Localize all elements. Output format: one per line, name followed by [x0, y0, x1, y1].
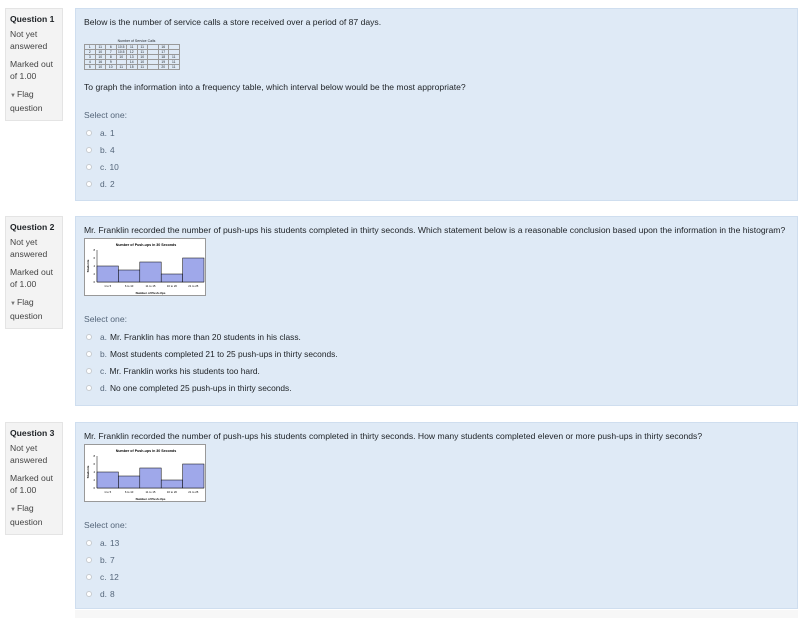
- answer-options: [84, 328, 789, 396]
- table-cell: [148, 65, 159, 70]
- histogram-bar: [161, 480, 182, 488]
- table-cell: 20: [158, 65, 169, 70]
- x-tick-label: 16 to 20: [166, 284, 177, 288]
- y-tick-label: 0: [93, 486, 95, 490]
- chart-title: Number of Push-ups in 30 Seconds: [115, 243, 177, 247]
- flag-icon: ▼: [10, 301, 16, 307]
- radio-button[interactable]: [86, 540, 92, 546]
- table-cell: 10: [95, 65, 106, 70]
- table-row: [85, 65, 180, 70]
- option-c[interactable]: c. 12: [84, 568, 789, 585]
- histogram-bar: [118, 270, 139, 282]
- table-cell: 10: [137, 55, 148, 60]
- x-tick-label: 1 to 5: [104, 284, 112, 288]
- question-grade: Marked out of 1.00: [10, 267, 53, 289]
- radio-button[interactable]: [86, 147, 92, 153]
- table-cell: 5: [85, 65, 96, 70]
- histogram-bar: [140, 262, 161, 282]
- question-grade: Marked out of 1.00: [10, 59, 53, 81]
- service-calls-table: [84, 39, 789, 70]
- question-state: Not yet answered: [10, 443, 48, 465]
- table-row: [85, 60, 180, 65]
- question-number: Question 2: [10, 222, 55, 232]
- flag-label: Flag question: [10, 503, 43, 527]
- table-cell: 14: [127, 60, 138, 65]
- x-axis-label: Number of Push-Ups: [135, 291, 166, 295]
- histogram-bar: [183, 464, 204, 488]
- question-state: Not yet answered: [10, 29, 48, 51]
- x-axis-label: Number of Push-Ups: [135, 497, 166, 501]
- table-cell: 10: [106, 65, 117, 70]
- x-tick-label: 11 to 15: [145, 284, 156, 288]
- table-cell: 10.5: [116, 50, 127, 55]
- radio-button[interactable]: [86, 334, 92, 340]
- radio-button[interactable]: [86, 368, 92, 374]
- table-cell: 10.5: [116, 45, 127, 50]
- question-text-2: To graph the information into a frequency table, which interval below would be the most appropriate?: [84, 82, 466, 92]
- question-number: Question 3: [10, 428, 55, 438]
- answer-options: [84, 534, 789, 602]
- option-c[interactable]: c. 10: [84, 158, 789, 175]
- page-bottom-edge: [75, 610, 798, 618]
- flag-icon: ▼: [10, 507, 16, 513]
- x-tick-label: 21 to 25: [188, 490, 199, 494]
- table-cell: 3: [85, 55, 96, 60]
- table-cell: 2: [85, 50, 96, 55]
- y-axis-label: Students: [86, 259, 90, 273]
- table-cell: 16: [95, 60, 106, 65]
- option-b[interactable]: b. 4: [84, 141, 789, 158]
- table-cell: 16: [158, 45, 169, 50]
- table-row: [85, 55, 180, 60]
- table-cell: 11: [137, 50, 148, 55]
- table-cell: 19: [158, 60, 169, 65]
- histogram-chart: [85, 239, 207, 297]
- table-cell: 10: [137, 60, 148, 65]
- option-b[interactable]: b. 7: [84, 551, 789, 568]
- histogram-bar: [97, 266, 118, 282]
- radio-button[interactable]: [86, 181, 92, 187]
- y-axis-label: Students: [86, 465, 90, 479]
- histogram-bar: [118, 476, 139, 488]
- histogram-figure: [84, 444, 206, 502]
- y-tick-label: 2: [93, 478, 95, 482]
- table-cell: 10: [95, 55, 106, 60]
- table-cell: 18: [158, 55, 169, 60]
- y-tick-label: 0: [93, 280, 95, 284]
- option-d[interactable]: d. 8: [84, 585, 789, 602]
- histogram-bar: [161, 274, 182, 282]
- table-cell: 11: [169, 60, 180, 65]
- question-number: Question 1: [10, 14, 55, 24]
- y-tick-label: 4: [93, 470, 95, 474]
- table-cell: 8: [106, 55, 117, 60]
- flag-icon: ▼: [10, 93, 16, 99]
- x-tick-label: 6 to 10: [124, 284, 134, 288]
- y-tick-label: 8: [93, 454, 95, 458]
- x-tick-label: 6 to 10: [124, 490, 134, 494]
- table-cell: 11: [127, 45, 138, 50]
- chart-title: Number of Push-ups in 30 Seconds: [115, 449, 177, 453]
- radio-button[interactable]: [86, 591, 92, 597]
- table-cell: 9: [106, 60, 117, 65]
- histogram-figure: [84, 238, 206, 296]
- question-text: Mr. Franklin recorded the number of push-ups his students completed in thirty seconds. Which statement below is a reasonable conclusion based upon the information in the histogram?: [84, 225, 786, 235]
- question-content: [75, 422, 798, 609]
- table-cell: 10: [116, 55, 127, 60]
- table-cell: 11: [95, 45, 106, 50]
- table-cell: 11: [169, 55, 180, 60]
- question-text: Mr. Franklin recorded the number of push-ups his students completed in thirty seconds. How many students completed eleven or more push-ups in thirty seconds?: [84, 431, 703, 441]
- y-tick-label: 4: [93, 264, 95, 268]
- x-tick-label: 16 to 20: [166, 490, 177, 494]
- table-cell: 4: [85, 60, 96, 65]
- histogram-bar: [97, 472, 118, 488]
- question-info: [5, 8, 63, 121]
- x-tick-label: 21 to 25: [188, 284, 199, 288]
- table-cell: 11: [116, 65, 127, 70]
- y-tick-label: 6: [93, 462, 95, 466]
- flag-label: Flag question: [10, 89, 43, 113]
- flag-question-link[interactable]: [10, 296, 58, 322]
- question-state: Not yet answered: [10, 237, 48, 259]
- x-tick-label: 11 to 15: [145, 490, 156, 494]
- question-info: [5, 216, 63, 329]
- radio-button[interactable]: [86, 574, 92, 580]
- option-b[interactable]: b. Most students completed 21 to 25 push-ups in thirty seconds.: [84, 345, 789, 362]
- question-info: [5, 422, 63, 535]
- table-cell: 12: [127, 50, 138, 55]
- table-cell: 11: [137, 65, 148, 70]
- x-tick-label: 1 to 5: [104, 490, 112, 494]
- table-cell: 6: [106, 45, 117, 50]
- question-grade: Marked out of 1.00: [10, 473, 53, 495]
- histogram-bar: [183, 258, 204, 282]
- y-tick-label: 8: [93, 248, 95, 252]
- radio-button[interactable]: [86, 351, 92, 357]
- table-cell: 1: [85, 45, 96, 50]
- table-cell: 11: [137, 45, 148, 50]
- question-text: Below is the number of service calls a store received over a period of 87 days.: [84, 17, 382, 27]
- histogram-bar: [140, 468, 161, 488]
- radio-button[interactable]: [86, 164, 92, 170]
- table-cell: 13: [127, 55, 138, 60]
- option-a[interactable]: a. Mr. Franklin has more than 20 students in his class.: [84, 328, 789, 345]
- radio-button[interactable]: [86, 130, 92, 136]
- question-content: [75, 8, 798, 201]
- table-cell: 15: [127, 65, 138, 70]
- flag-question-link[interactable]: [10, 502, 58, 528]
- answer-options: [84, 124, 789, 192]
- option-d[interactable]: d. No one completed 25 push-ups in thirty seconds.: [84, 379, 789, 396]
- question-content: [75, 216, 798, 406]
- y-tick-label: 6: [93, 256, 95, 260]
- select-one-label: Select one:: [84, 314, 127, 324]
- table-title: Number of Service Calls: [117, 39, 156, 43]
- option-a[interactable]: a. 13: [84, 534, 789, 551]
- table-row: [85, 50, 180, 55]
- table-cell: 11: [169, 65, 180, 70]
- table-cell: 10: [95, 50, 106, 55]
- flag-question-link[interactable]: [10, 88, 58, 114]
- table-row: [85, 45, 180, 50]
- flag-label: Flag question: [10, 297, 43, 321]
- radio-button[interactable]: [86, 385, 92, 391]
- y-tick-label: 2: [93, 272, 95, 276]
- histogram-chart: [85, 445, 207, 503]
- option-a[interactable]: a. 1: [84, 124, 789, 141]
- table-cell: 17: [158, 50, 169, 55]
- table-cell: 7: [106, 50, 117, 55]
- select-one-label: Select one:: [84, 520, 127, 530]
- select-one-label: Select one:: [84, 110, 127, 120]
- option-c[interactable]: c. Mr. Franklin works his students too hard.: [84, 362, 789, 379]
- radio-button[interactable]: [86, 557, 92, 563]
- option-d[interactable]: d. 2: [84, 175, 789, 192]
